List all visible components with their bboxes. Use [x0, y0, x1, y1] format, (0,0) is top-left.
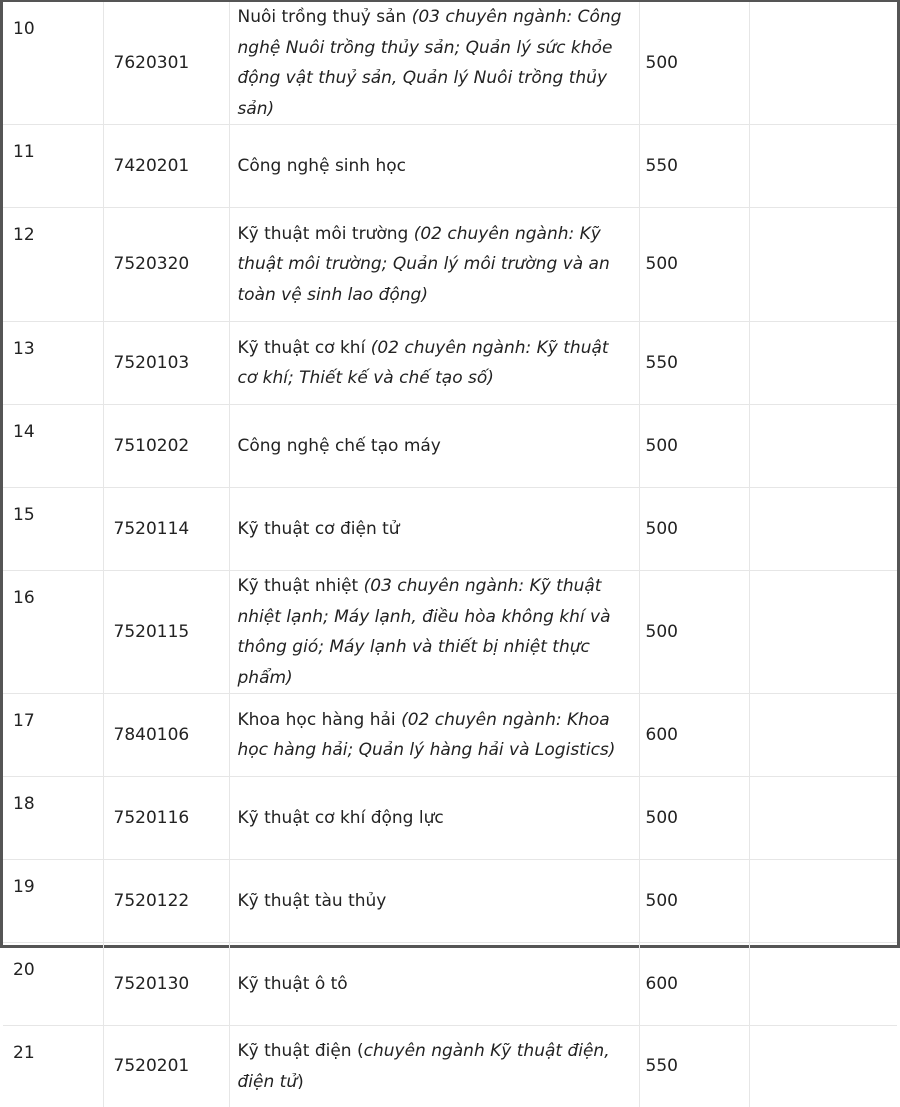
empty-cell: [749, 694, 897, 777]
quota: 500: [639, 488, 749, 571]
major-name: Kỹ thuật cơ khí: [238, 338, 371, 358]
major-code: 7420201: [103, 125, 229, 208]
quota: 500: [639, 571, 749, 694]
empty-cell: [749, 943, 897, 1026]
table-row: [3, 322, 897, 405]
row-number: 21: [3, 1026, 103, 1107]
major-name-cell: [229, 405, 639, 488]
empty-cell: [749, 405, 897, 488]
quota: 500: [639, 860, 749, 943]
empty-cell: [749, 488, 897, 571]
major-name: Kỹ thuật ô tô: [238, 974, 348, 994]
major-note: (02 chuyên ngành: Kỹ thuật môi trường; Quản lý môi trường và an toàn vệ sinh lao động): [238, 224, 610, 305]
quota: 500: [639, 208, 749, 322]
major-note: (02 chuyên ngành: Khoa học hàng hải; Quản lý hàng hải và Logistics): [238, 710, 616, 761]
empty-cell: [749, 322, 897, 405]
major-code: 7520116: [103, 777, 229, 860]
quota: 550: [639, 1026, 749, 1107]
major-code: 7620301: [103, 2, 229, 125]
major-name-cell: [229, 571, 639, 694]
majors-table: [3, 2, 897, 1107]
major-name: Kỹ thuật điện (: [238, 1041, 364, 1061]
table-row: [3, 125, 897, 208]
major-name-cell: [229, 943, 639, 1026]
table-row: [3, 405, 897, 488]
row-number: 12: [3, 208, 103, 322]
major-code: 7520122: [103, 860, 229, 943]
quota: 600: [639, 694, 749, 777]
table-row: [3, 488, 897, 571]
row-number: 18: [3, 777, 103, 860]
quota: 500: [639, 777, 749, 860]
major-name: Kỹ thuật nhiệt: [238, 576, 364, 596]
row-number: 16: [3, 571, 103, 694]
table-row: [3, 694, 897, 777]
major-name-cell: [229, 777, 639, 860]
empty-cell: [749, 208, 897, 322]
major-name: Kỹ thuật tàu thủy: [238, 891, 387, 911]
row-number: 10: [3, 2, 103, 125]
table-row: [3, 1026, 897, 1107]
quota: 600: [639, 943, 749, 1026]
table-row: [3, 860, 897, 943]
empty-cell: [749, 1026, 897, 1107]
major-note: (03 chuyên ngành: Kỹ thuật nhiệt lạnh; Máy lạnh, điều hòa không khí và thông gió; Máy lạnh và thiết bị nhiệt thực phẩm): [238, 576, 611, 688]
row-number: 13: [3, 322, 103, 405]
major-note: (02 chuyên ngành: Kỹ thuật cơ khí; Thiết kế và chế tạo số): [238, 338, 609, 389]
major-name-suffix: ): [297, 1072, 304, 1092]
major-name: Kỹ thuật môi trường: [238, 224, 414, 244]
quota: 500: [639, 2, 749, 125]
major-note: chuyên ngành Kỹ thuật điện, điện tử: [238, 1041, 610, 1092]
major-name-cell: [229, 694, 639, 777]
major-code: 7840106: [103, 694, 229, 777]
row-number: 19: [3, 860, 103, 943]
table-row: [3, 571, 897, 694]
major-code: 7520103: [103, 322, 229, 405]
table-row: [3, 943, 897, 1026]
empty-cell: [749, 125, 897, 208]
major-code: 7520130: [103, 943, 229, 1026]
empty-cell: [749, 777, 897, 860]
table-row: [3, 208, 897, 322]
major-name-cell: [229, 322, 639, 405]
row-number: 11: [3, 125, 103, 208]
quota: 550: [639, 322, 749, 405]
major-name: Công nghệ sinh học: [238, 156, 407, 176]
major-name-cell: [229, 2, 639, 125]
row-number: 17: [3, 694, 103, 777]
major-name: Nuôi trồng thuỷ sản: [238, 7, 412, 27]
major-code: 7520320: [103, 208, 229, 322]
major-name-cell: [229, 488, 639, 571]
major-name: Kỹ thuật cơ khí động lực: [238, 808, 444, 828]
empty-cell: [749, 2, 897, 125]
empty-cell: [749, 571, 897, 694]
empty-cell: [749, 860, 897, 943]
major-name: Công nghệ chế tạo máy: [238, 436, 441, 456]
quota: 550: [639, 125, 749, 208]
row-number: 14: [3, 405, 103, 488]
major-name-cell: [229, 1026, 639, 1107]
major-note: (03 chuyên ngành: Công nghệ Nuôi trồng thủy sản; Quản lý sức khỏe động vật thuỷ sản, Quản lý Nuôi trồng thủy sản): [238, 7, 622, 119]
major-code: 7520114: [103, 488, 229, 571]
major-name: Kỹ thuật cơ điện tử: [238, 519, 400, 539]
row-number: 20: [3, 943, 103, 1026]
major-code: 7520201: [103, 1026, 229, 1107]
major-name: Khoa học hàng hải: [238, 710, 402, 730]
table-row: [3, 2, 897, 125]
major-code: 7520115: [103, 571, 229, 694]
row-number: 15: [3, 488, 103, 571]
major-name-cell: [229, 208, 639, 322]
major-name-cell: [229, 125, 639, 208]
table-row: [3, 777, 897, 860]
major-code: 7510202: [103, 405, 229, 488]
quota: 500: [639, 405, 749, 488]
major-name-cell: [229, 860, 639, 943]
